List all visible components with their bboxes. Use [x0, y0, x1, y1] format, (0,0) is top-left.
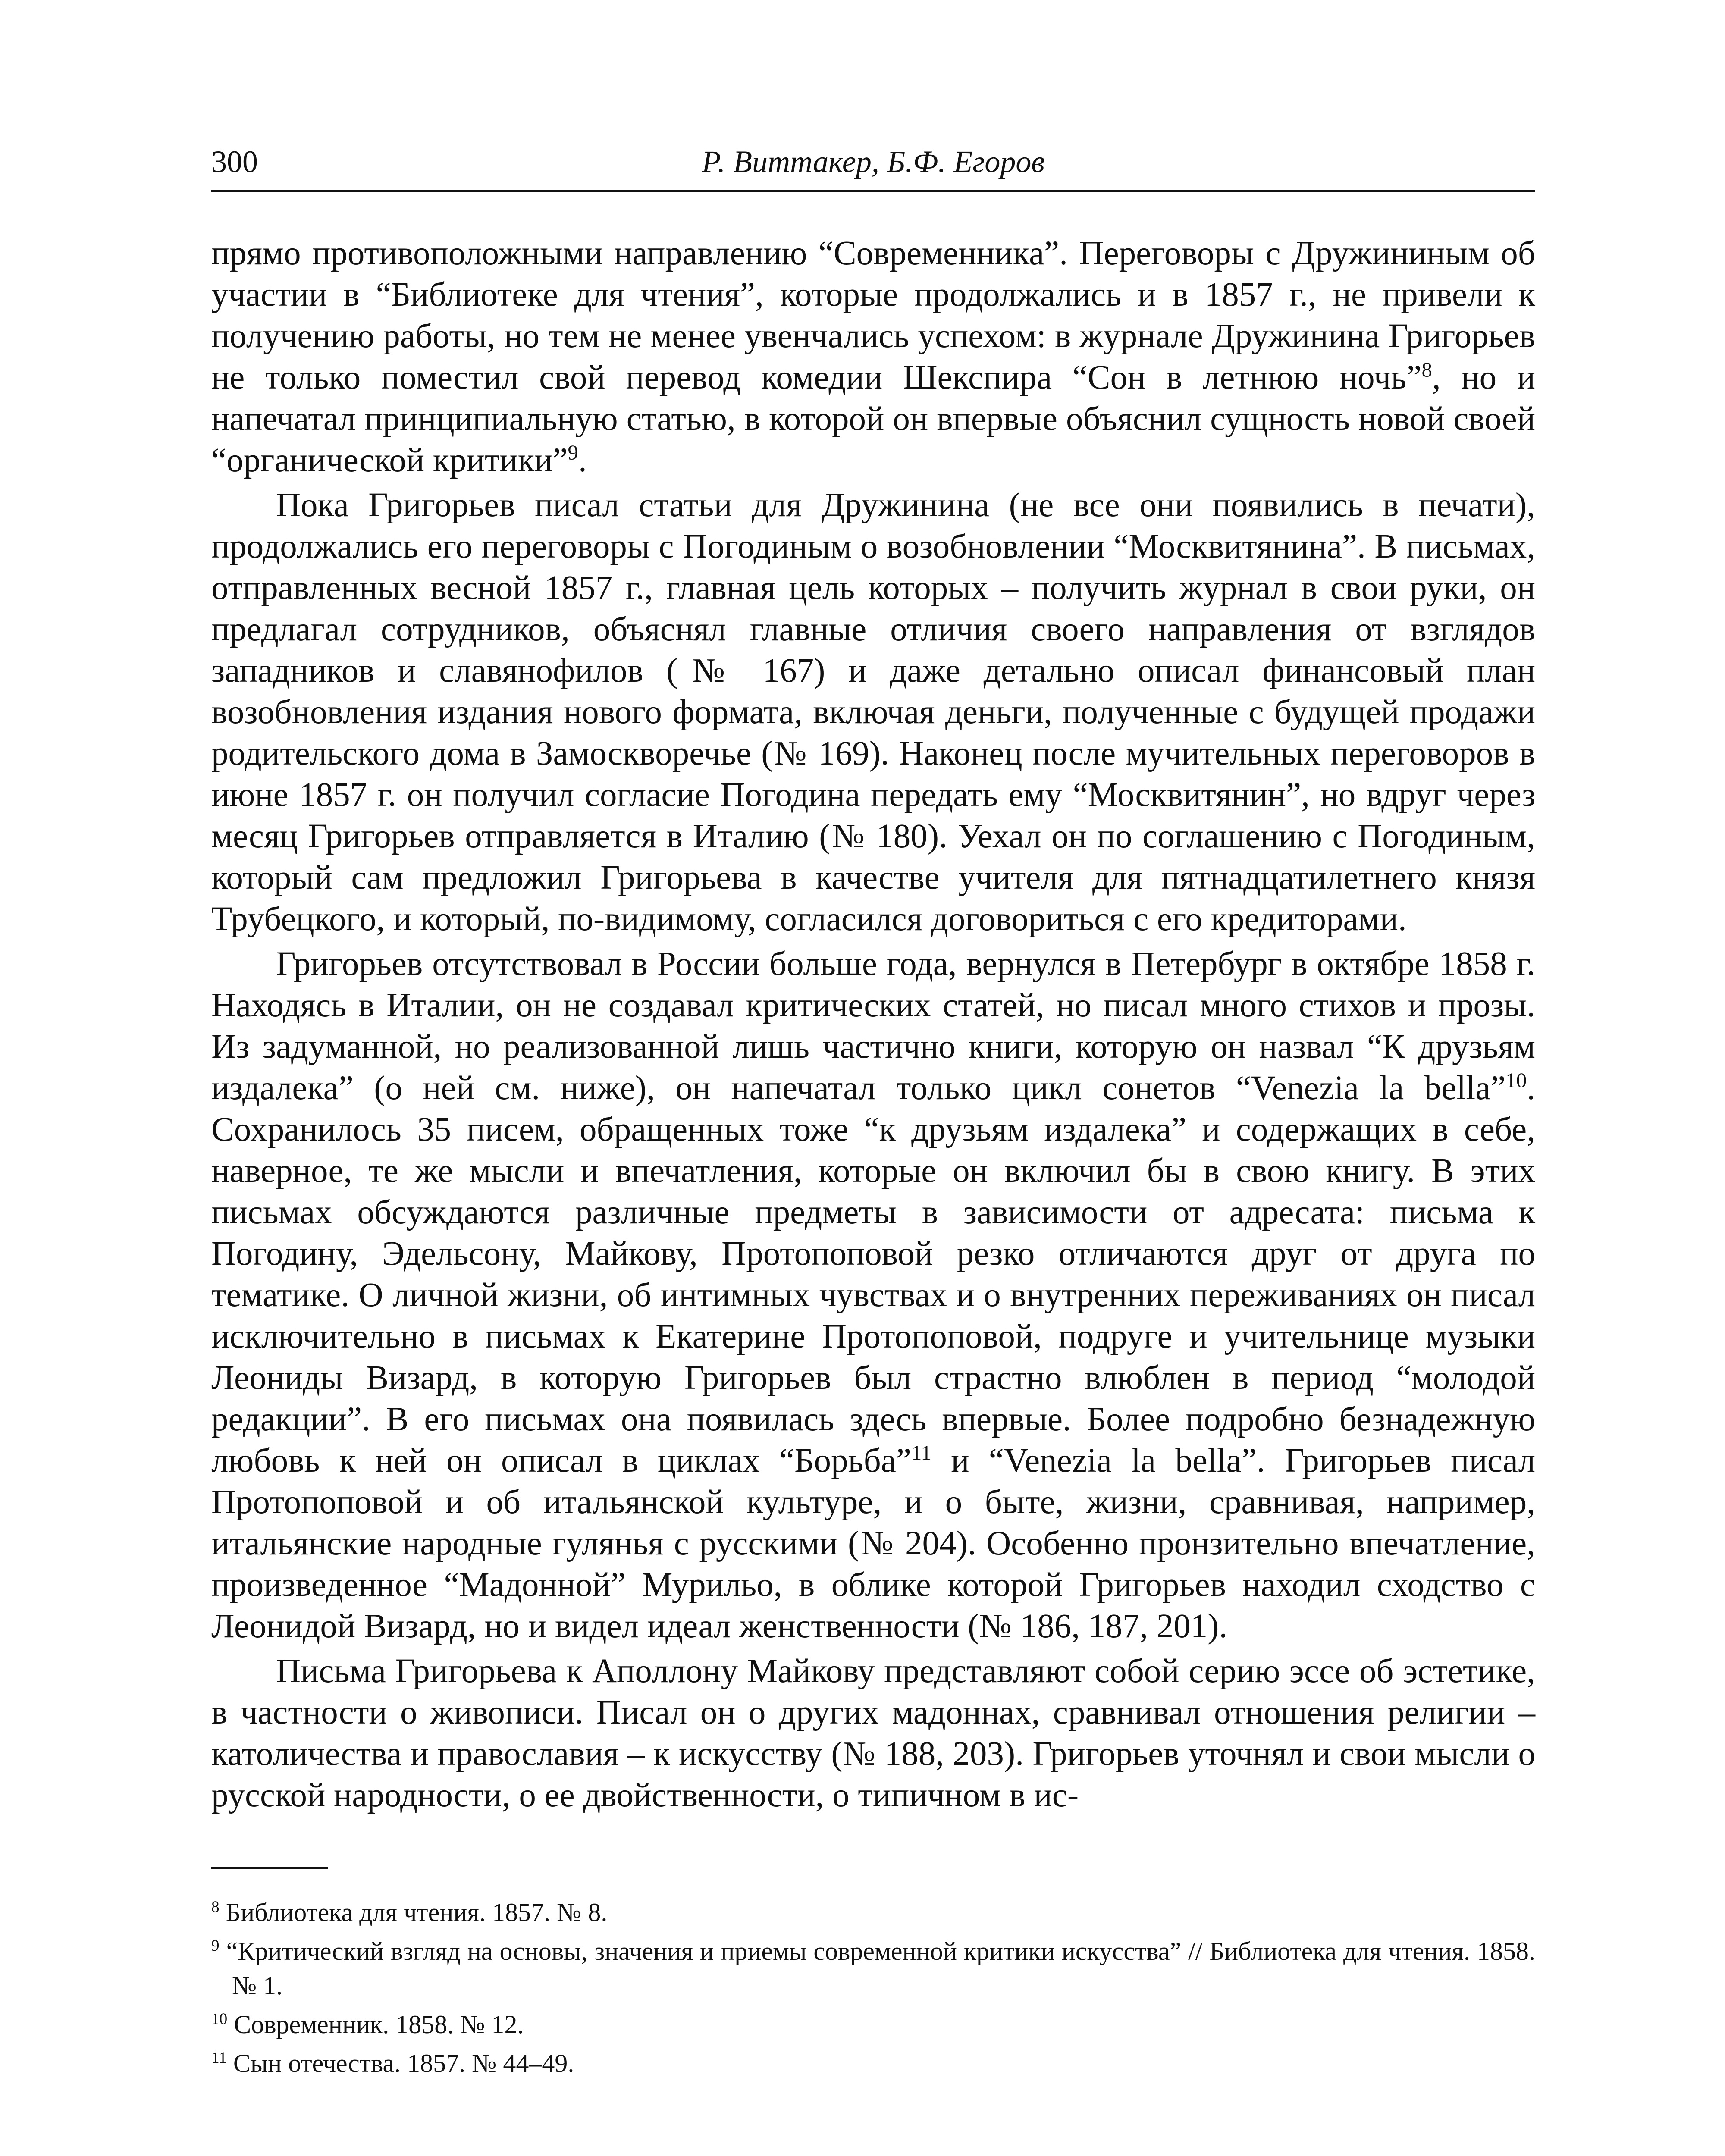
- footnote-9: [211, 1934, 1535, 2003]
- footnote-ref-9: 9: [568, 440, 578, 464]
- footnote-rule: [211, 1867, 328, 1869]
- paragraph-4: Письма Григорьева к Аполлону Майкову представляют собой серию эссе об эстетике, в частности о живописи. Писал он о других мадоннах, сравнивал отношения религии – католичества и православия – к искусству (№ 188, 203). Григорьев уточнял и свои мысли о русской народности, о ее двойственности, о типичном в ис-: [211, 1652, 1535, 1814]
- paragraph-2: Пока Григорьев писал статьи для Дружинина (не все они появились в печати), продолжались его переговоры с Погодиным о возобновлении “Москвитянина”. В письмах, отправленных весной 1857 г., главная цель которых – получить журнал в свои руки, он предлагал сотрудников, объяснял главные отличия своего направления от взглядов западников и славянофилов (№ 167) и даже детально описал финансовый план возобновления издания нового формата, включая деньги, полученные с будущей продажи родительского дома в Замоскворечье (№ 169). Наконец после мучительных переговоров в июне 1857 г. он получил согласие Погодина передать ему “Москвитянин”, но вдруг через месяц Григорьев отправляется в Италию (№ 180). Уехал он по соглашению с Погодиным, который сам предложил Григорьева в качестве учителя для пятнадцатилетнего князя Трубецкого, и который, по-видимому, согласился договориться с его кредиторами.: [211, 486, 1535, 938]
- body-text: [211, 233, 1535, 1820]
- header-rule: [211, 190, 1535, 192]
- paragraph-3: Григорьев отсутствовал в России больше года, вернулся в Петербург в октябре 1858 г. Находясь в Италии, он не создавал критических статей, но писал много стихов и прозы. Из задуманной, но реализованной лишь частично книги, которую он назвал “К друзьям издалека” (о ней см. ниже), он напечатал только цикл сонетов “Venezia la bella”$^{10}$. Сохранилось 35 писем, обращенных тоже “к друзьям издалека” и содержащих в себе, наверное, те же мысли и впечатления, которые он включил бы в свою книгу. В этих письмах обсуждаются различные предметы в зависимости от адресата: письма к Погодину, Эдельсону, Майкову, Протопоповой резко отличаются друг от друга по тематике. О личной жизни, об интимных чувствах и о внутренних переживаниях он писал исключительно в письмах к Екатерине Протопоповой, подруге и учительнице музыки Леониды Визард, в которую Григорьев был страстно влюблен в период “молодой редакции”. В его письмах она появилась здесь впервые. Более подробно безнадежную любовь к ней он описал в циклах “Борьба”$^{11}$ и “Venezia la bella”. Григорьев писал Протопоповой и об итальянской культуре, и о быте, жизни, сравнивая, например, итальянские народные гулянья с русскими (№ 204). Особенно пронзительно впечатление, произведенное “Мадонной” Мурильо, в облике которой Григорьев находил сходство с Леонидой Визард, но и видел идеал женственности (№ 186, 187, 201).: [211, 945, 1535, 1645]
- footnote-number: 8: [211, 1898, 220, 1916]
- running-head: Р. Виттакер, Б.Ф. Егоров: [702, 144, 1045, 179]
- footnote-number: 10: [211, 2010, 228, 2028]
- footnote-ref-11: 11: [911, 1441, 932, 1465]
- footnote-text: Библиотека для чтения. 1857. № 8.: [226, 1898, 608, 1927]
- footnote-8: [211, 1895, 1535, 1930]
- footnote-text: Сын отечества. 1857. № 44–49.: [233, 2049, 574, 2078]
- footnotes: [211, 1895, 1535, 2085]
- footnote-number: 9: [211, 1937, 220, 1955]
- page-number: 300: [211, 144, 258, 179]
- footnote-ref-10: 10: [1505, 1068, 1527, 1092]
- footnote-text: Современник. 1858. № 12.: [234, 2010, 524, 2039]
- page-header: [211, 142, 1535, 190]
- footnote-11: [211, 2046, 1535, 2081]
- footnote-10: [211, 2007, 1535, 2042]
- paragraph-1: прямо противоположными направлению “Современника”. Переговоры с Дружининым об участии в “Библиотеке для чтения”, которые продолжались и в 1857 г., не привели к получению работы, но тем не менее увенчались успехом: в журнале Дружинина Григорьев не только поместил свой перевод комедии Шекспира “Сон в летнюю ночь”$^8$, но и напечатал принципиальную статью, в которой он впервые объяснил сущность новой своей “органической критики”$^9$.: [211, 235, 1535, 479]
- footnote-text: “Критический взгляд на основы, значения и приемы современной критики искусства” // Библиотека для чтения. 1858. № 1.: [226, 1937, 1536, 2000]
- footnote-number: 11: [211, 2049, 227, 2067]
- footnote-ref-8: 8: [1421, 357, 1432, 382]
